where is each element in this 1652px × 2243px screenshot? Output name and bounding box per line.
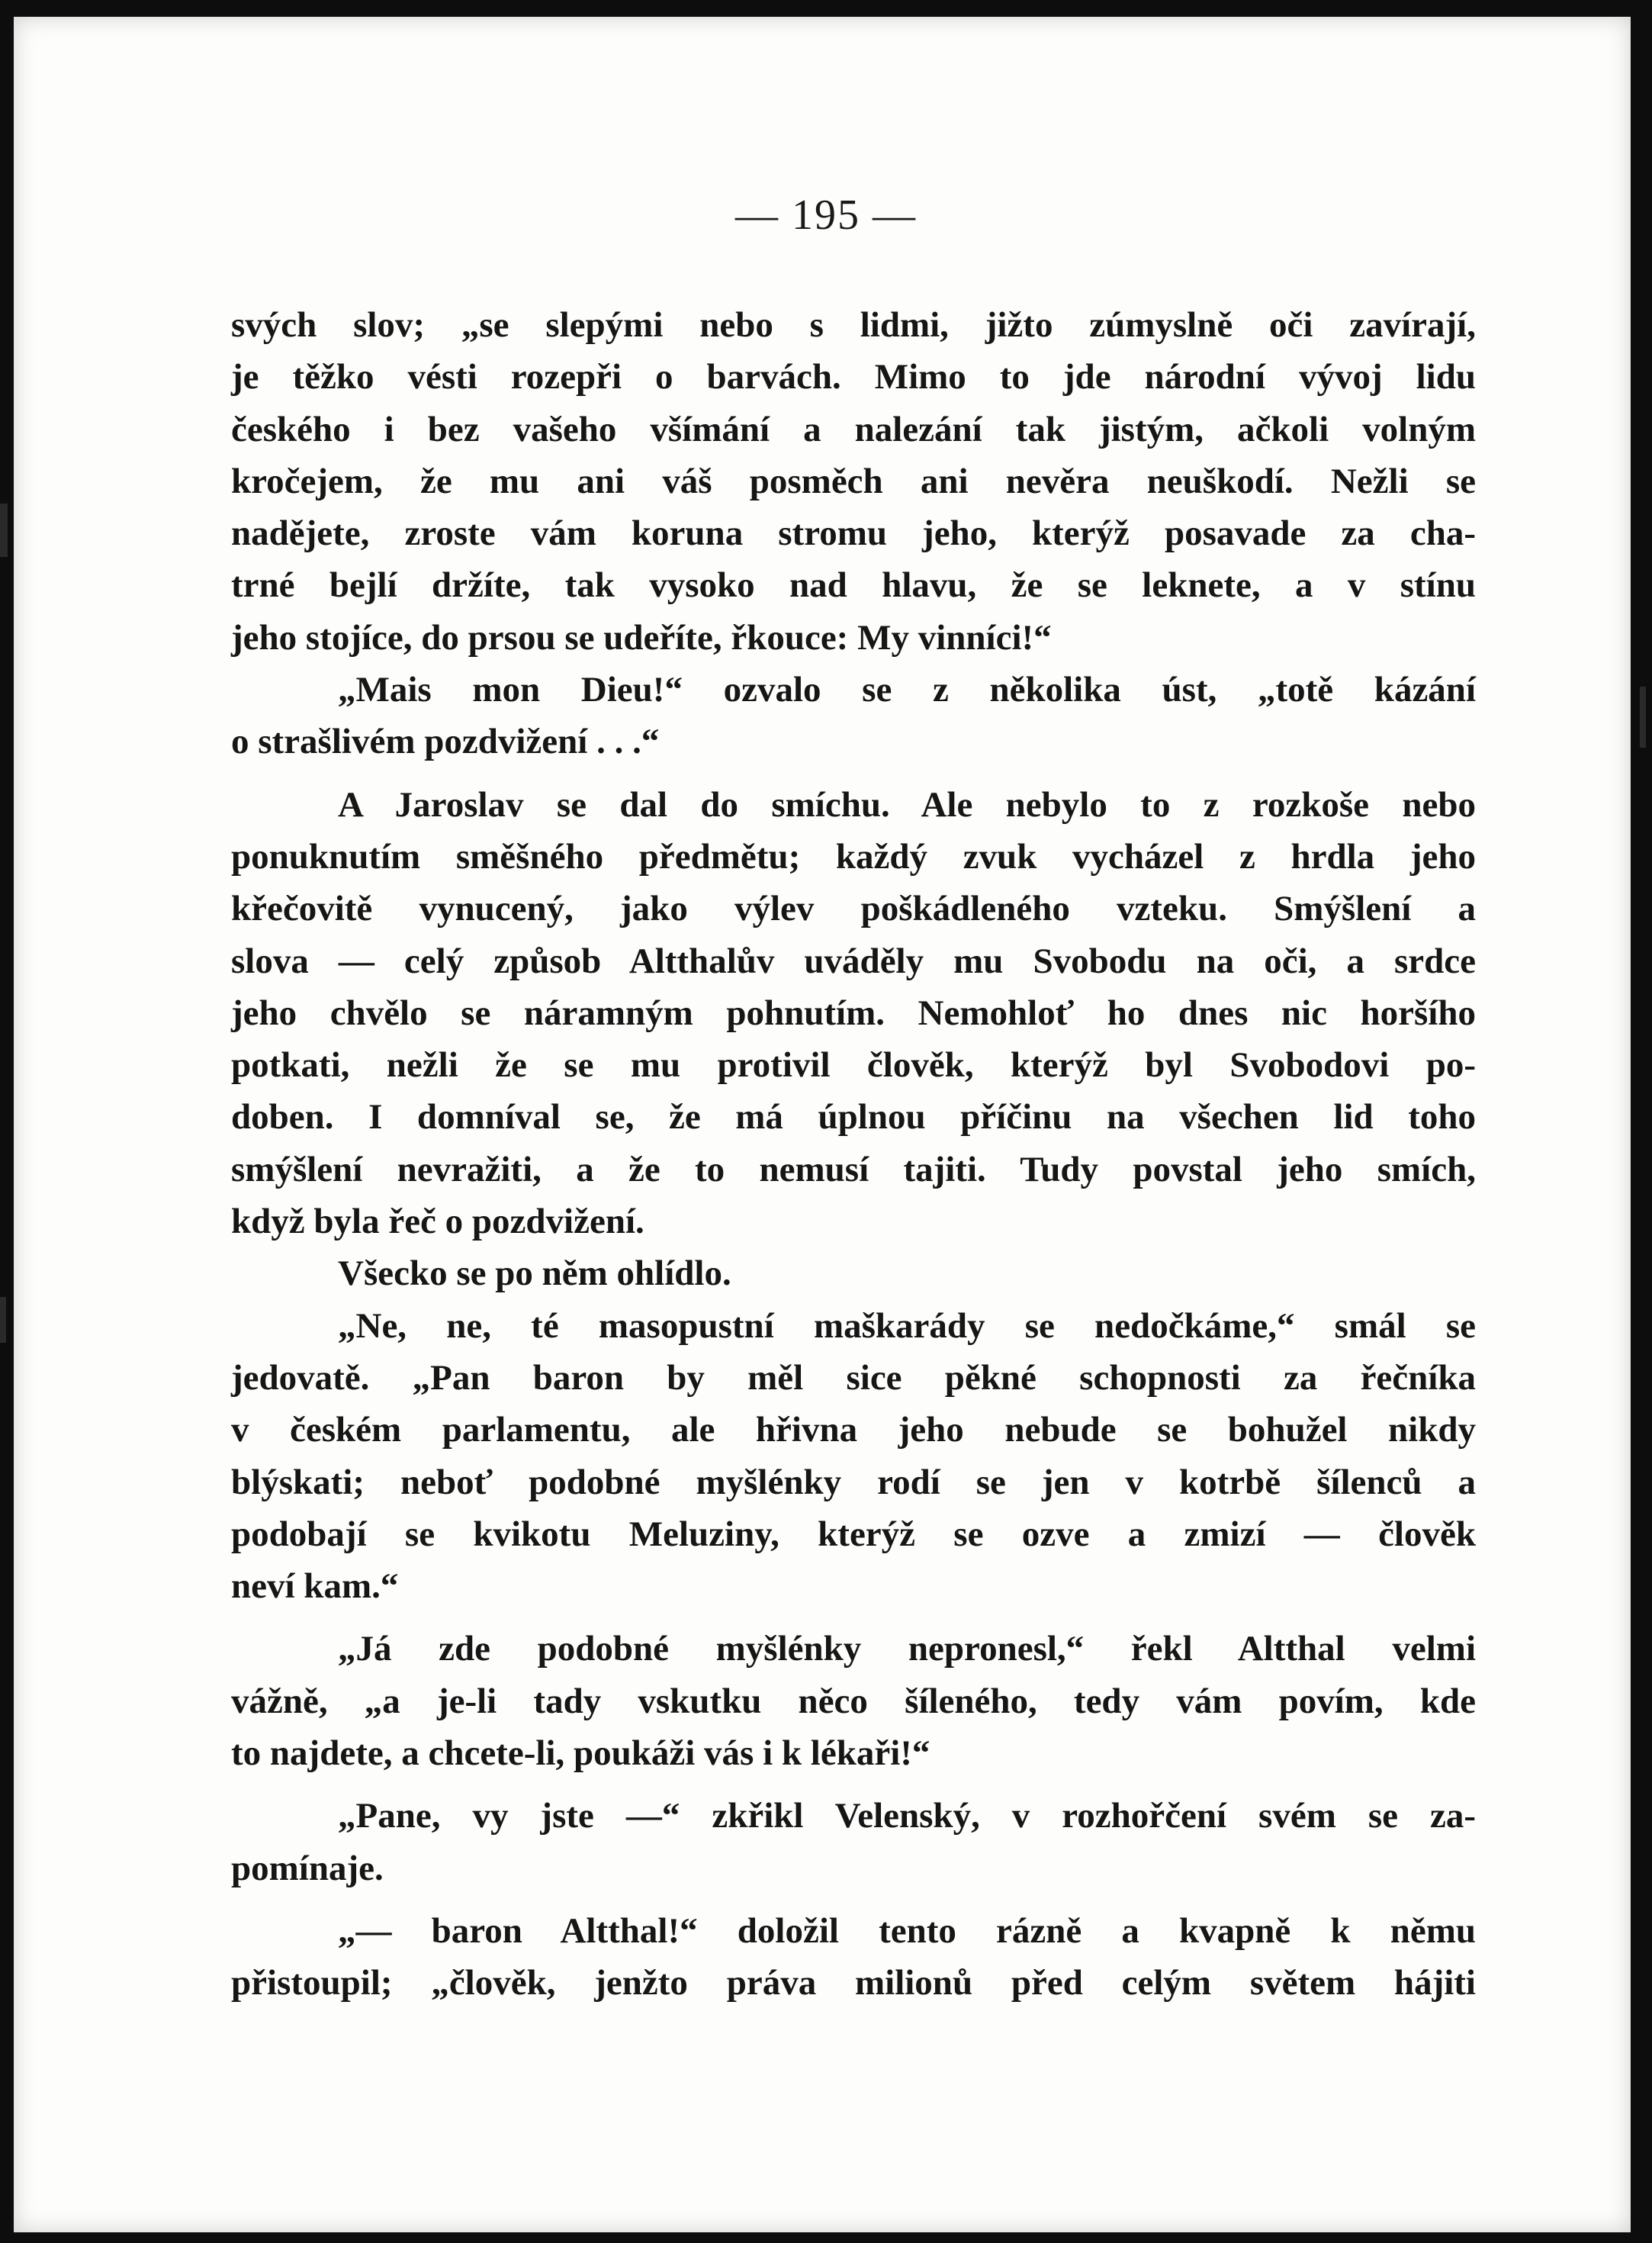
- text-line: „Pane, vy jste —“ zkřikl Velenský, v rozhořčení svém se za-: [338, 1796, 1476, 1836]
- text-line: jeho chvělo se náramným pohnutím. Nemohloť ho dnes nic horšího: [231, 993, 1476, 1033]
- text-line: ponuknutím směšného předmětu; každý zvuk vycházel z hrdla jeho: [231, 836, 1476, 877]
- text-line: pomínaje.: [231, 1848, 384, 1888]
- scan-edge-mark: [1640, 687, 1646, 748]
- text-line: smýšlení nevražiti, a že to nemusí tajiti. Tudy povstal jeho smích,: [231, 1149, 1476, 1189]
- text-line: kročejem, že mu ani váš posměch ani nevěra neuškodí. Nežli se: [231, 461, 1476, 501]
- text-line: křečovitě vynucený, jako výlev poškádleného vzteku. Smýšlení a: [231, 889, 1476, 929]
- text-line: „Ne, ne, té masopustní maškarády se nedočkáme,“ smál se: [338, 1305, 1476, 1346]
- text-line: o strašlivém pozdvižení . . .“: [231, 722, 660, 762]
- text-line: jeho stojíce, do prsou se udeříte, řkouce: My vinníci!“: [231, 617, 1052, 658]
- text-line: Všecko se po něm ohlídlo.: [338, 1253, 731, 1294]
- text-line: když byla řeč o pozdvižení.: [231, 1202, 644, 1242]
- text-line: v českém parlamentu, ale hřivna jeho nebude se bohužel nikdy: [231, 1410, 1476, 1450]
- text-line: přistoupil; „člověk, jenžto práva milionů před celým světem hájiti: [231, 1963, 1476, 2003]
- paragraph-gap: [231, 1612, 1476, 1623]
- text-line: „— baron Altthal!“ doložil tento rázně a kvapně k němu: [338, 1910, 1476, 1951]
- text-line: českého i bez vašeho všímání a nalezání tak jistým, ačkoli volným: [231, 409, 1476, 449]
- text-line: jedovatě. „Pan baron by měl sice pěkné schopnosti za řečníka: [231, 1357, 1476, 1398]
- text-line: vážně, „a je-li tady vskutku něco šíleného, tedy vám povím, kde: [231, 1681, 1476, 1721]
- text-line: doben. I domníval se, že má úplnou příčinu na všechen lid toho: [231, 1097, 1476, 1138]
- text-line: svých slov; „se slepými nebo s lidmi, jižto zúmyslně oči zavírají,: [231, 305, 1476, 345]
- text-line: je těžko vésti rozepři o barvách. Mimo to jde národní vývoj lidu: [231, 357, 1476, 397]
- scan-edge-mark: [0, 1297, 6, 1343]
- text-line: A Jaroslav se dal do smíchu. Ale nebylo to z rozkoše nebo: [338, 784, 1476, 825]
- text-line: „Já zde podobné myšlénky nepronesl,“ řekl Altthal velmi: [338, 1629, 1476, 1669]
- paragraph-gap: [231, 1894, 1476, 1905]
- text-line: blýskati; neboť podobné myšlénky rodí se jen v kotrbě šílenců a: [231, 1462, 1476, 1502]
- scan-edge-mark: [0, 504, 8, 557]
- text-line: trné bejlí držíte, tak vysoko nad hlavu, že se leknete, a v stínu: [231, 565, 1476, 606]
- paragraph-gap: [231, 1779, 1476, 1790]
- text-line: to najdete, a chcete-li, poukáži vás i k lékaři!“: [231, 1733, 930, 1774]
- text-line: neví kam.“: [231, 1566, 399, 1607]
- text-line: potkati, nežli že se mu protivil člověk, kterýž byl Svobodovi po-: [231, 1045, 1476, 1086]
- paragraph-gap: [231, 768, 1476, 779]
- text-line: podobají se kvikotu Meluziny, kterýž se ozve a zmizí — člověk: [231, 1514, 1476, 1554]
- text-line: slova — celý způsob Altthalův uváděly mu Svobodu na oči, a srdce: [231, 941, 1476, 981]
- text-line: nadějete, zroste vám koruna stromu jeho, kterýž posavade za cha-: [231, 513, 1476, 554]
- page-number: — 195 —: [735, 191, 917, 239]
- text-line: „Mais mon Dieu!“ ozvalo se z několika úst, „totě kázání: [338, 670, 1476, 710]
- body-text: [231, 299, 1476, 2010]
